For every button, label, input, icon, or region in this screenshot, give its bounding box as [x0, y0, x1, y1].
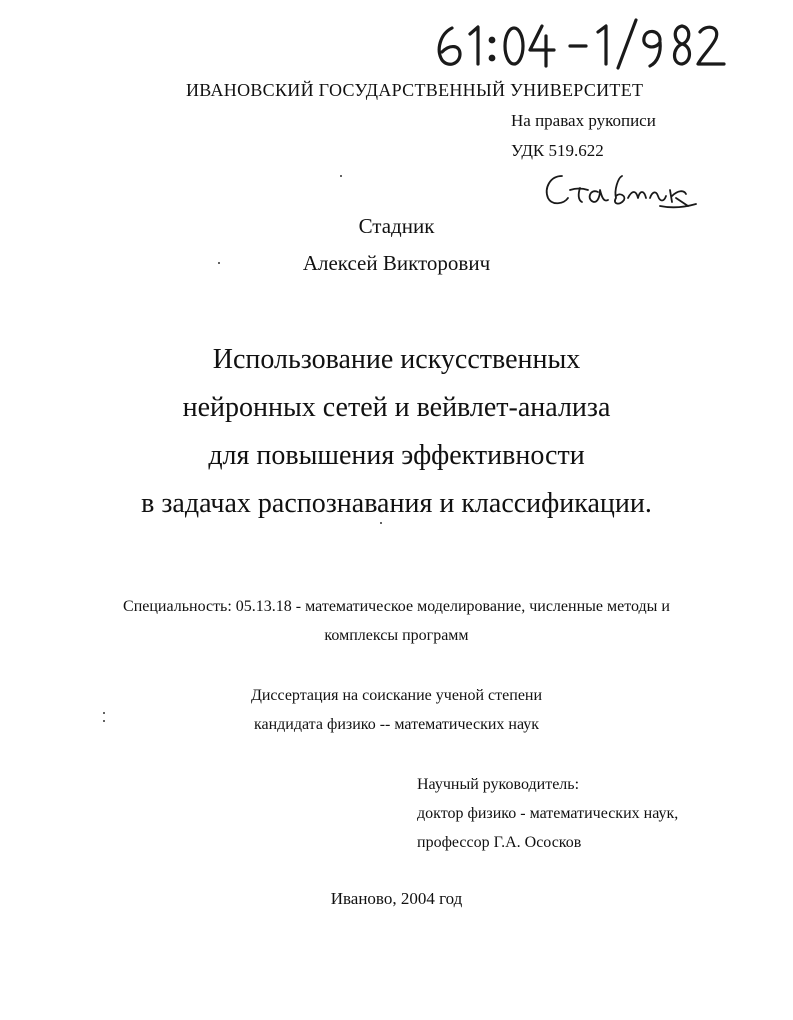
scan-speck: [103, 712, 105, 714]
dissertation-title: [0, 336, 793, 528]
supervisor-label: Научный руководитель:: [417, 776, 580, 793]
university-name: ИВАНОВСКИЙ ГОСУДАРСТВЕННЫЙ УНИВЕРСИТЕТ: [186, 80, 644, 100]
specialty-line: Специальность: 05.13.18 - математическое моделирование, численные методы и: [123, 598, 670, 615]
rights-note: На правах рукописи: [511, 111, 656, 130]
author-signature: [540, 168, 700, 210]
scan-speck: [380, 522, 382, 524]
title-line: для повышения эффективности: [208, 440, 585, 471]
scan-speck: [340, 175, 342, 177]
scan-speck: [103, 720, 105, 722]
title-line: Использование искусственных: [212, 344, 581, 375]
degree-line: Диссертация на соискание ученой степени: [250, 687, 543, 704]
supervisor-name: профессор Г.А. Ососков: [417, 834, 582, 851]
author-given-names: Алексей Викторович: [302, 251, 491, 275]
degree-block: [0, 681, 793, 739]
supervisor-degree: доктор физико - математических наук,: [417, 805, 679, 822]
specialty-block: [0, 592, 793, 650]
title-line: нейронных сетей и вейвлет-анализа: [182, 392, 611, 423]
title-line: в задачах распознавания и классификации.: [141, 488, 652, 519]
author-surname: Стадник: [358, 214, 435, 238]
supervisor-block: [417, 770, 678, 857]
specialty-line: комплексы программ: [324, 627, 469, 644]
place-year: Иваново, 2004 год: [330, 889, 463, 908]
degree-line: кандидата физико -- математических наук: [253, 716, 540, 733]
archive-code-handwritten: [430, 14, 730, 74]
scan-speck: [218, 262, 220, 264]
udc-code: УДК 519.622: [511, 141, 604, 160]
